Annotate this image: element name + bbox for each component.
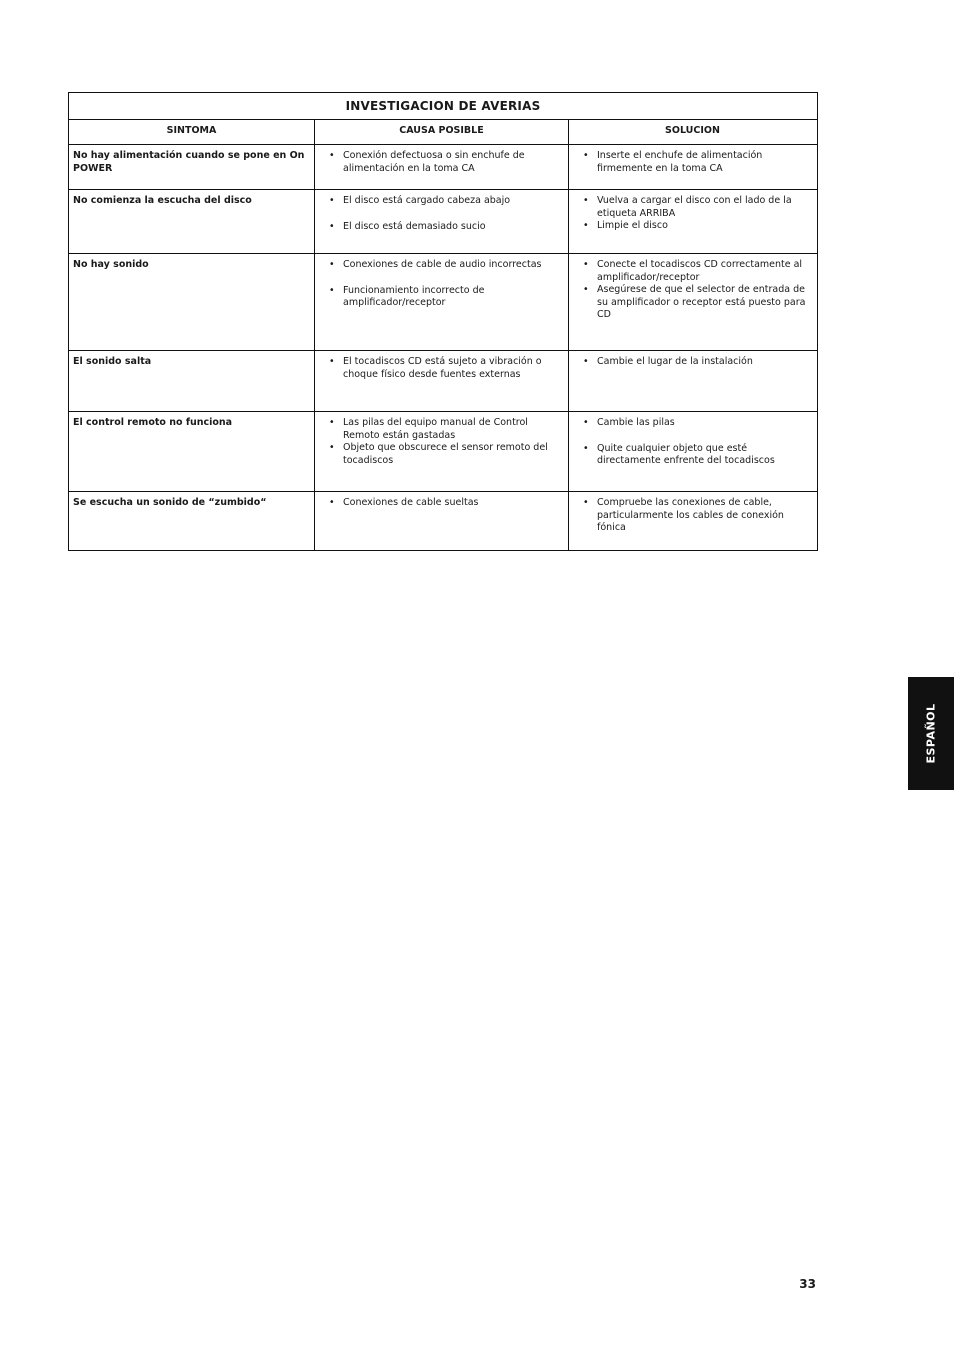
symptom-cell: Se escucha un sonido de “zumbido“ [69,492,315,550]
troubleshooting-table [68,92,818,551]
header-symptom: SINTOMA [69,120,315,144]
cause-item: • El disco está demasiado sucio [319,221,564,234]
solution-cell [569,145,816,189]
symptom-cell: No comienza la escucha del disco [69,190,315,253]
cause-item: • Conexiones de cable sueltas [319,497,564,510]
cause-item: • Funcionamiento incorrecto de amplificador/receptor [319,285,564,310]
table-row [69,145,817,190]
cause-item: • Conexión defectuosa o sin enchufe de alimentación en la toma CA [319,150,564,175]
table-row [69,254,817,351]
page-number: 33 [799,1277,816,1291]
cause-item: • Las pilas del equipo manual de Control Remoto están gastadas [319,417,564,442]
symptom-cell: No hay sonido [69,254,315,350]
cause-cell [315,351,569,411]
solution-cell [569,254,816,350]
symptom-cell: El sonido salta [69,351,315,411]
symptom-cell: No hay alimentación cuando se pone en On POWER [69,145,315,189]
solution-cell [569,412,816,491]
solution-item: • Inserte el enchufe de alimentación firmemente en la toma CA [573,150,812,175]
language-label: ESPAÑOL [924,703,938,764]
cause-cell [315,412,569,491]
solution-item: • Conecte el tocadiscos CD correctamente al amplificador/receptor [573,259,812,284]
solution-item: • Asegúrese de que el selector de entrada de su amplificador o receptor está puesto para CD [573,284,812,322]
solution-item: • Vuelva a cargar el disco con el lado de la etiqueta ARRIBA [573,195,812,220]
symptom-cell: El control remoto no funciona [69,412,315,491]
solution-item: • Compruebe las conexiones de cable, particularmente los cables de conexión fónica [573,497,812,535]
solution-item: • Cambie el lugar de la instalación [573,356,812,369]
cause-cell [315,190,569,253]
cause-item: • Objeto que obscurece el sensor remoto del tocadiscos [319,442,564,467]
cause-cell [315,492,569,550]
solution-cell [569,351,816,411]
header-solution: SOLUCION [665,125,720,136]
table-row [69,190,817,254]
solution-cell [569,190,816,253]
table-row [69,412,817,492]
table-row [69,492,817,550]
solution-item: • Limpie el disco [573,220,812,233]
cause-cell [315,254,569,350]
table-title: INVESTIGACION DE AVERIAS [69,93,817,120]
cause-item: • El tocadiscos CD está sujeto a vibración o choque físico desde fuentes externas [319,356,564,381]
table-header-row [69,120,817,145]
solution-cell [569,492,816,550]
cause-item: • Conexiones de cable de audio incorrectas [319,259,564,272]
cause-item: • El disco está cargado cabeza abajo [319,195,564,208]
header-cause: CAUSA POSIBLE [315,120,569,144]
cause-cell [315,145,569,189]
table-row [69,351,817,412]
language-side-tab [908,677,954,790]
solution-item: • Cambie las pilas [573,417,812,430]
solution-item: • Quite cualquier objeto que esté directamente enfrente del tocadiscos [573,443,812,468]
